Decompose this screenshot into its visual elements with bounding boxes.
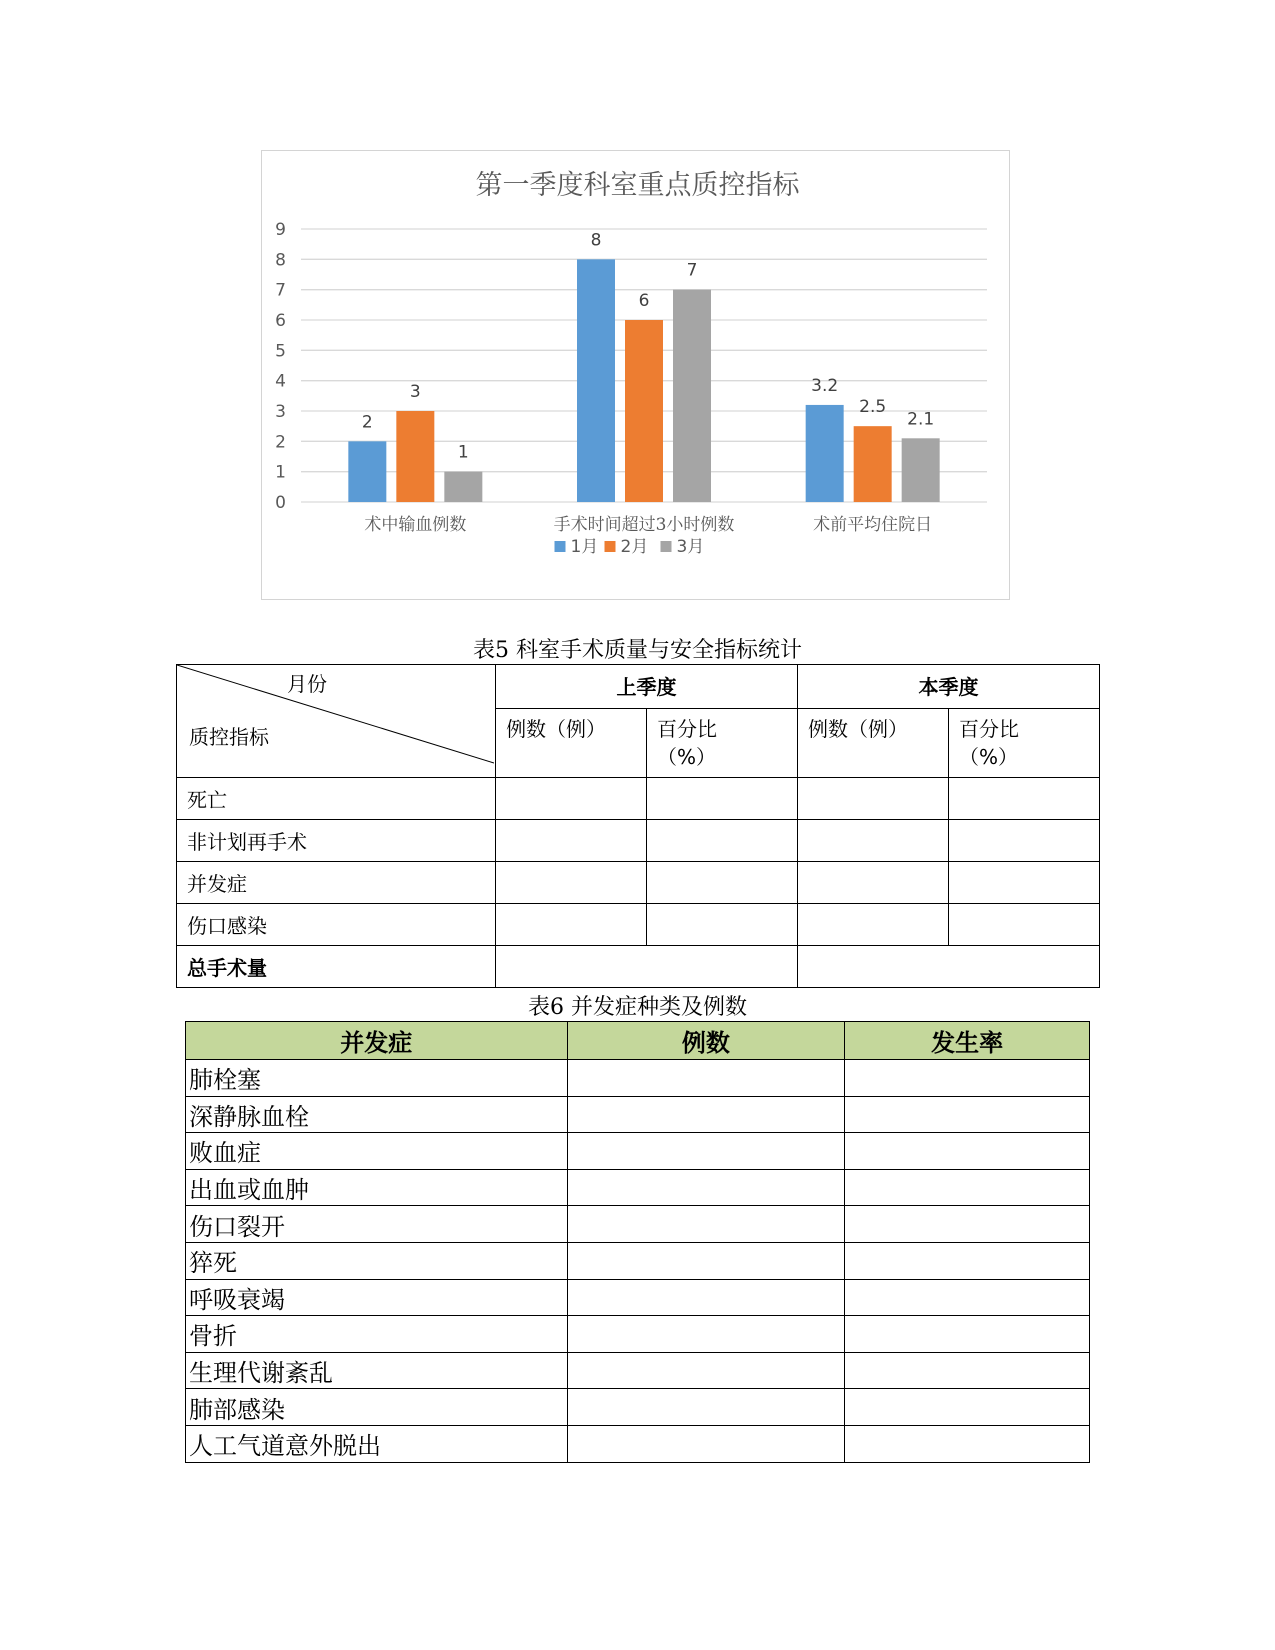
category-label: 术前平均住院日 [813,515,933,535]
table-row [186,1279,1090,1316]
bar [625,320,663,502]
category-label: 术中输血例数 [364,515,467,535]
table-row [177,904,1100,946]
data-label: 7 [686,260,698,281]
y-tick-label: 9 [275,220,286,240]
complication-name: 猝死 [186,1242,568,1279]
quality-safety-table [176,664,1100,988]
table-row [177,778,1100,820]
table6-caption: 表6 并发症种类及例数 [528,995,747,1020]
col-count-header: 例数（例） [798,709,949,778]
group-last-quarter: 上季度 [496,665,798,709]
bar [806,405,844,502]
data-label: 8 [590,230,602,251]
complication-name: 肺栓塞 [186,1060,568,1097]
complication-name: 败血症 [186,1133,568,1170]
bar [577,259,615,502]
row-label: 伤口感染 [177,904,496,946]
y-tick-label: 8 [275,250,286,271]
complication-name: 人工气道意外脱出 [186,1425,568,1462]
y-tick-label: 0 [275,493,286,513]
data-label: 2 [361,412,373,433]
complication-name: 呼吸衰竭 [186,1279,568,1316]
table-row [177,820,1100,862]
complication-name: 生理代谢紊乱 [186,1352,568,1389]
header-complication: 并发症 [186,1022,568,1060]
y-tick-label: 4 [275,371,286,392]
header-count: 例数 [567,1022,845,1060]
data-label: 3.2 [811,375,839,396]
bar [854,426,892,502]
legend-swatch [605,541,616,552]
y-tick-label: 2 [275,432,286,453]
table-row [186,1425,1090,1462]
col-count-header: 例数（例） [496,709,647,778]
bar [396,411,434,502]
data-label: 6 [638,291,650,311]
complication-name: 深静脉血栓 [186,1096,568,1133]
row-label: 死亡 [177,778,496,820]
chart-container [261,150,1010,600]
bar [673,290,711,502]
legend-label: 3月 [676,537,705,557]
table-row [186,1206,1090,1243]
chart-title: 第一季度科室重点质控指标 [475,170,800,201]
diagonal-divider [177,665,494,765]
table-row [186,1316,1090,1353]
bar-chart [262,151,1011,601]
corner-indicator-label: 质控指标 [189,725,269,749]
data-label: 2.5 [859,397,887,418]
complication-table [185,1021,1090,1463]
complication-name: 肺部感染 [186,1389,568,1426]
table5-corner-cell [177,665,496,778]
y-tick-label: 6 [275,311,286,331]
data-label: 3 [409,382,421,402]
table-row-total [177,946,1100,988]
bar [902,438,940,502]
complication-name: 出血或血肿 [186,1169,568,1206]
y-tick-label: 5 [275,341,286,362]
bar [444,472,482,502]
legend-label: 1月 [570,537,599,557]
row-label: 并发症 [177,862,496,904]
col-pct-header: 百分比 （%） [647,709,798,778]
col-pct-header: 百分比 （%） [948,709,1099,778]
table-row [186,1096,1090,1133]
table-row [186,1133,1090,1170]
y-tick-label: 3 [275,402,286,422]
legend-swatch [661,541,672,552]
table-row [186,1389,1090,1426]
table-row [177,862,1100,904]
table-row [186,1169,1090,1206]
complication-name: 骨折 [186,1316,568,1353]
data-label: 2.1 [907,409,935,430]
row-label: 非计划再手术 [177,820,496,862]
table-row [186,1060,1090,1097]
corner-month-label: 月份 [287,672,327,696]
group-this-quarter: 本季度 [798,665,1100,709]
data-label: 1 [457,442,469,463]
y-tick-label: 1 [275,462,286,483]
table5-caption: 表5 科室手术质量与安全指标统计 [473,638,802,663]
total-label: 总手术量 [177,946,496,988]
table-row [186,1242,1090,1279]
header-rate: 发生率 [845,1022,1090,1060]
legend-label: 2月 [620,537,649,557]
legend-swatch [555,541,566,552]
complication-name: 伤口裂开 [186,1206,568,1243]
y-tick-label: 7 [275,280,286,301]
table-row [186,1352,1090,1389]
bar [348,441,386,502]
category-label: 手术时间超过3小时例数 [553,515,735,535]
